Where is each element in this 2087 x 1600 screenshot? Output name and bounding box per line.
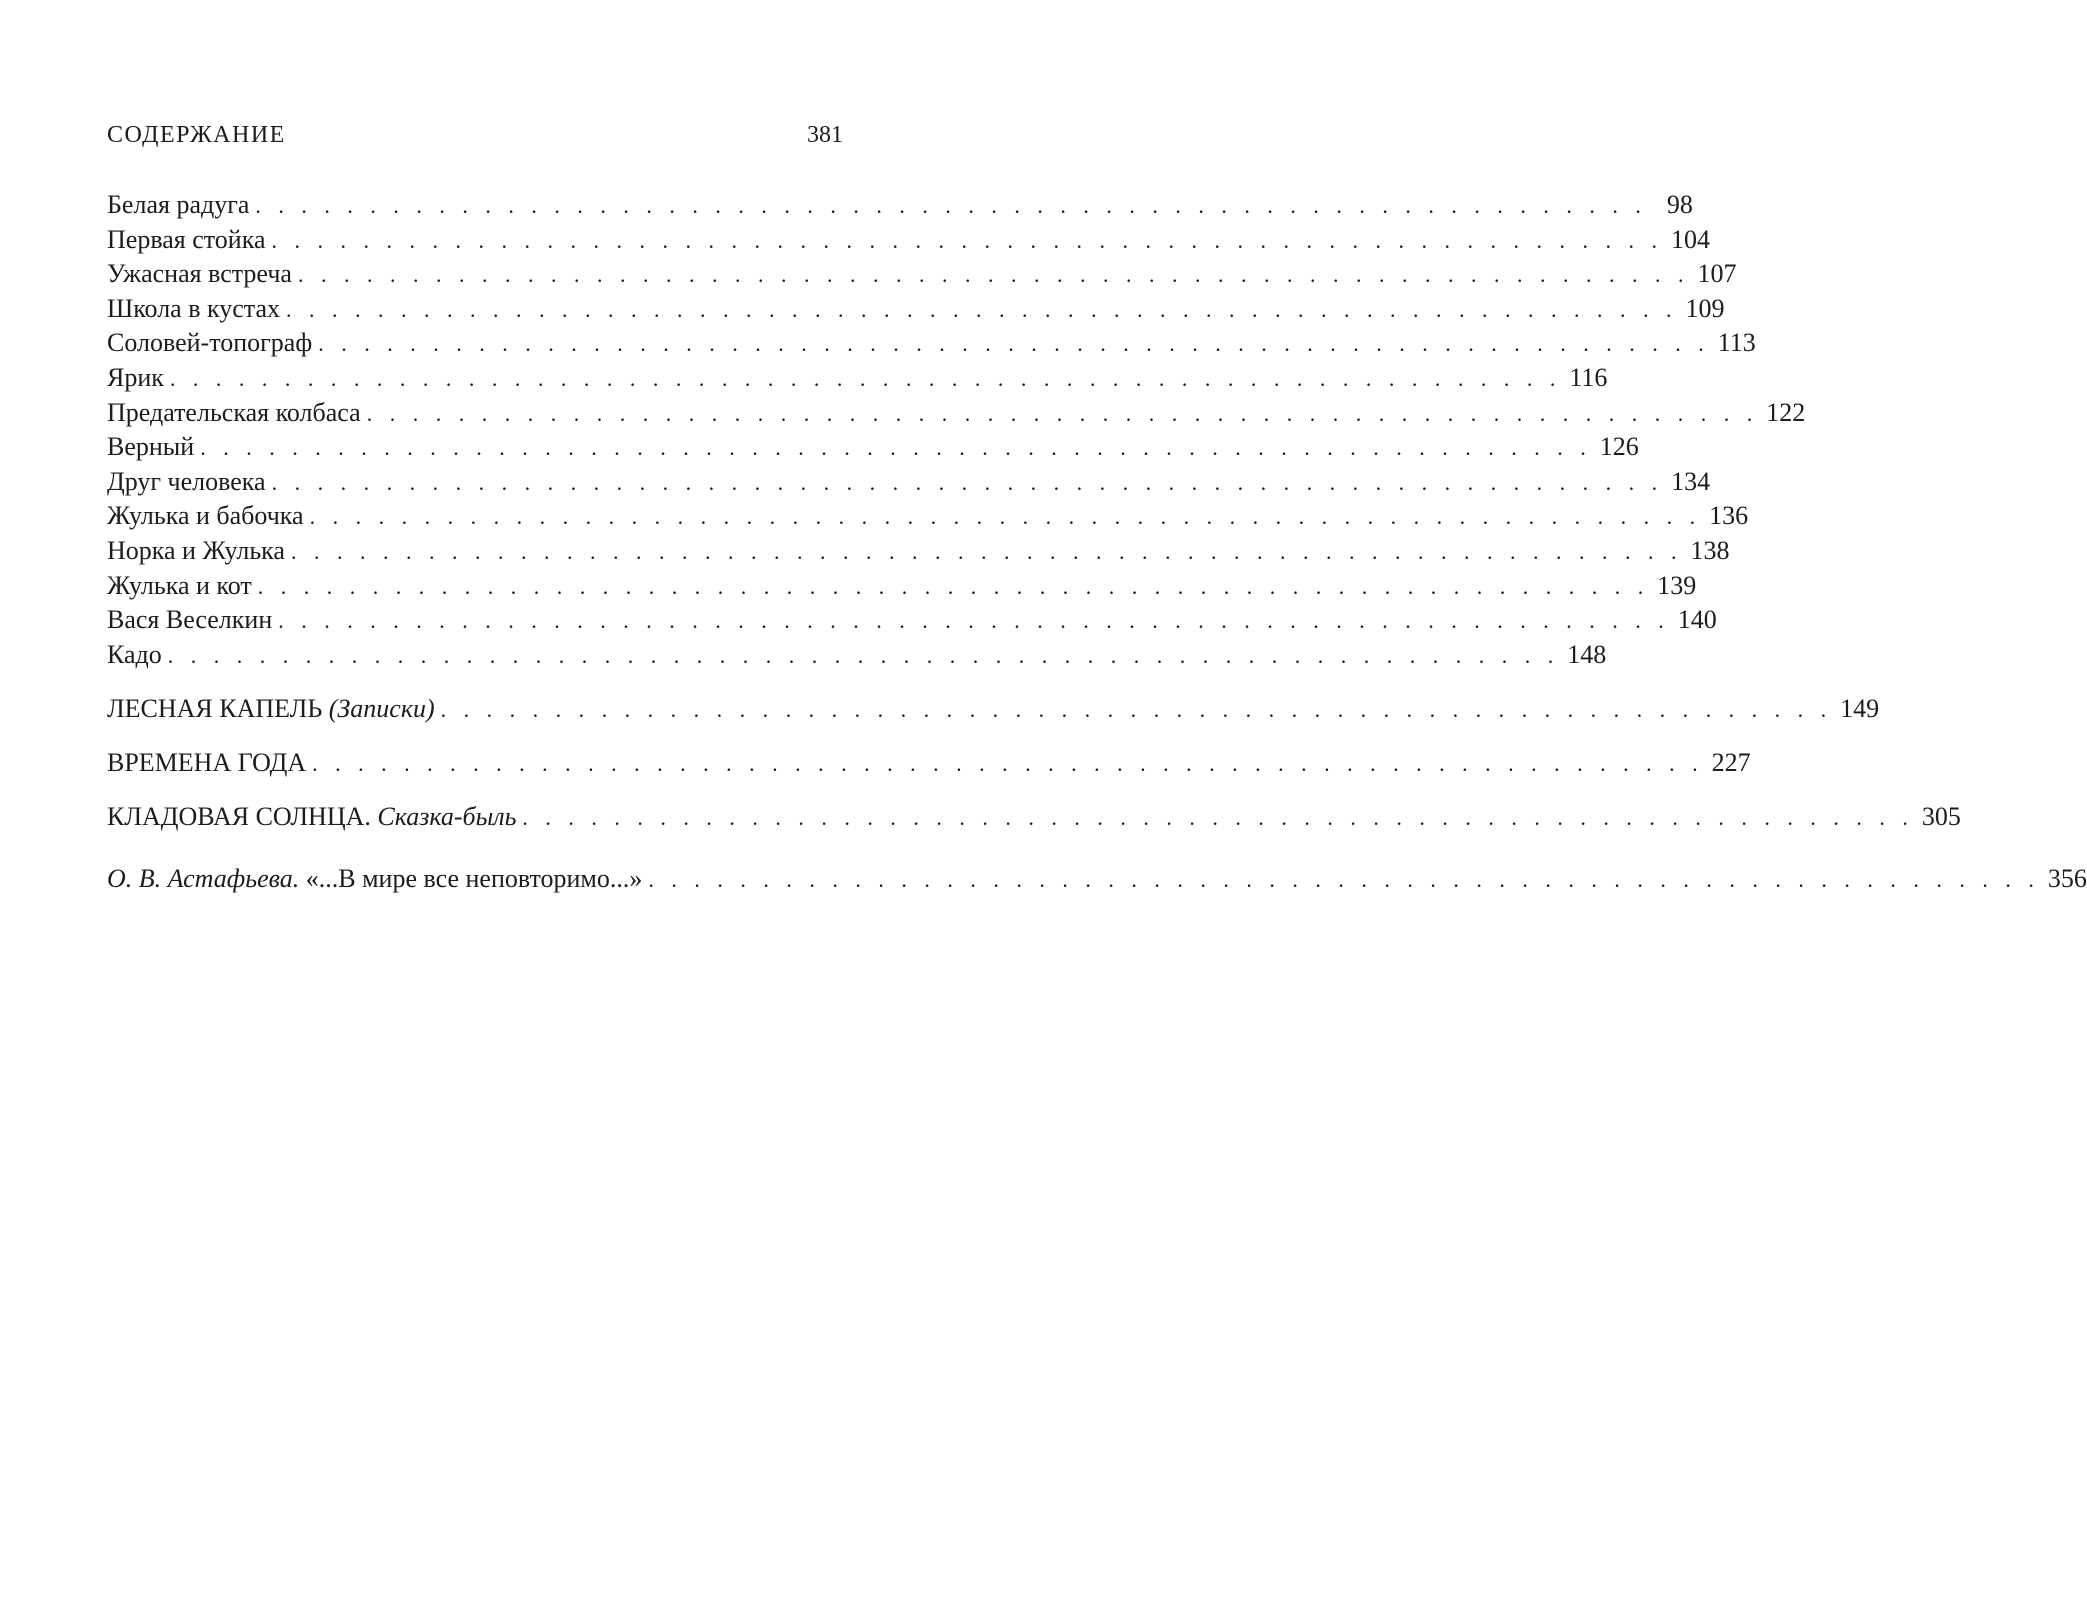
dot-leader: . . . . . . . . . . . . . . . . . . . . . . . . . . . . . . . . . . . . . . . . . . . . . . . . . . . . . . . . . . . . . [200, 435, 1592, 461]
toc-entry-title: Школа в кустах [107, 293, 281, 323]
toc-entry-title: Ужасная встреча [107, 259, 292, 289]
toc-entry-page: 136 [1709, 501, 1749, 531]
toc-entry-page: 113 [1717, 328, 1756, 358]
dot-leader: . . . . . . . . . . . . . . . . . . . . . . . . . . . . . . . . . . . . . . . . . . . . . . . . . . . . . . . . . . . . . [366, 400, 1759, 426]
toc-entry-page: 98 [1666, 190, 1693, 219]
toc-entry-page: 139 [1657, 570, 1697, 600]
dot-leader: . . . . . . . . . . . . . . . . . . . . . . . . . . . . . . . . . . . . . . . . . . . . . . . . . . . . . . . . . . . . . [167, 642, 1560, 668]
toc-entry [107, 292, 1725, 327]
toc-entry-page: 134 [1671, 466, 1711, 496]
toc-entry [107, 361, 1608, 396]
toc-entry-title: Верный [107, 432, 195, 462]
section-subtitle: (Записки) [328, 694, 435, 724]
toc-afterword-entry [107, 862, 2087, 897]
toc-entry [107, 326, 1756, 361]
toc-entry-title: Предательская колбаса [107, 397, 361, 427]
toc-entry-title: Белая радуга [107, 190, 250, 219]
running-head [107, 122, 843, 154]
toc-entry-title: Ярик [107, 362, 164, 392]
toc-section-title [107, 692, 435, 727]
dot-leader: . . . . . . . . . . . . . . . . . . . . . . . . . . . . . . . . . . . . . . . . . . . . . . . . . . . . . . . . . . . . . [318, 331, 1710, 357]
toc-entry-page: 109 [1685, 293, 1725, 323]
toc-entry-title: Вася Веселкин [107, 605, 273, 635]
toc-entry-title: Кадо [107, 639, 162, 669]
toc-entry-title: Жулька и кот [107, 570, 252, 600]
dot-leader: . . . . . . . . . . . . . . . . . . . . . . . . . . . . . . . . . . . . . . . . . . . . . . . . . . . . . . . . . . . . . [297, 262, 1690, 288]
toc-entry-title: Жулька и бабочка [107, 501, 304, 531]
dot-leader: . . . . . . . . . . . . . . . . . . . . . . . . . . . . . . . . . . . . . . . . . . . . . . . . . . . . . . . . . . . . . [286, 296, 1678, 322]
toc-section-page: 227 [1711, 747, 1751, 777]
toc-entry [107, 396, 1806, 431]
toc-entry [107, 188, 1693, 223]
dot-leader: . . . . . . . . . . . . . . . . . . . . . . . . . . . . . . . . . . . . . . . . . . . . . . . . . . . . . . . . . . . . . [309, 504, 1702, 530]
dot-leader: . . . . . . . . . . . . . . . . . . . . . . . . . . . . . . . . . . . . . . . . . . . . . . . . . . . . . . . . . . . . . [440, 697, 1833, 723]
toc-entry-title: Друг человека [107, 466, 266, 496]
table-of-contents [107, 188, 2087, 897]
toc-entry [107, 223, 1711, 258]
dot-leader: . . . . . . . . . . . . . . . . . . . . . . . . . . . . . . . . . . . . . . . . . . . . . . . . . . . . . . . . . . . . . [290, 538, 1683, 564]
toc-entry-page: 104 [1671, 224, 1711, 254]
toc-entry-page: 148 [1567, 639, 1607, 669]
toc-afterword-page: 356 [2047, 864, 2087, 894]
afterword-title: «...В мире все неповторимо...» [305, 864, 643, 894]
dot-leader: . . . . . . . . . . . . . . . . . . . . . . . . . . . . . . . . . . . . . . . . . . . . . . . . . . . . . . . . . . . . . [648, 867, 2040, 893]
dot-leader: . . . . . . . . . . . . . . . . . . . . . . . . . . . . . . . . . . . . . . . . . . . . . . . . . . . . . . . . . . . . . [271, 469, 1664, 495]
toc-entry [107, 603, 1717, 638]
running-head-page-number: 381 [807, 122, 843, 148]
dot-leader: . . . . . . . . . . . . . . . . . . . . . . . . . . . . . . . . . . . . . . . . . . . . . . . . . . . . . . . . . . . . . [312, 750, 1704, 776]
toc-afterword-title [107, 862, 642, 897]
toc-entry-title: Соловей-топограф [107, 328, 313, 358]
section-heading: КЛАДОВАЯ СОЛНЦА. [107, 801, 371, 831]
toc-entry [107, 569, 1697, 604]
toc-entry-page: 116 [1569, 362, 1608, 392]
toc-entry-page: 140 [1677, 605, 1717, 635]
toc-entry [107, 430, 1639, 465]
dot-leader: . . . . . . . . . . . . . . . . . . . . . . . . . . . . . . . . . . . . . . . . . . . . . . . . . . . . . . . . . . . . . [271, 227, 1664, 253]
dot-leader: . . . . . . . . . . . . . . . . . . . . . . . . . . . . . . . . . . . . . . . . . . . . . . . . . . . . . . . . . . . . . [522, 804, 1914, 830]
toc-section-page: 149 [1840, 694, 1880, 724]
toc-section-entry [107, 692, 1880, 727]
section-subtitle: Сказка-быль [377, 801, 517, 831]
running-head-title: СОДЕРЖАНИЕ [107, 122, 286, 148]
toc-section-title [107, 800, 516, 835]
toc-section-entry [107, 746, 1751, 781]
toc-entry [107, 499, 1749, 534]
dot-leader: . . . . . . . . . . . . . . . . . . . . . . . . . . . . . . . . . . . . . . . . . . . . . . . . . . . . . . . . . . . . . [255, 193, 1647, 218]
section-heading: ЛЕСНАЯ КАПЕЛЬ [107, 694, 323, 724]
toc-entry-page: 107 [1697, 259, 1737, 289]
afterword-author: О. В. Астафьева. [107, 864, 300, 894]
toc-entry-page: 122 [1766, 397, 1806, 427]
toc-entry-page: 138 [1690, 535, 1730, 565]
toc-section-page: 305 [1921, 801, 1961, 831]
toc-entry-page: 126 [1599, 432, 1639, 462]
dot-leader: . . . . . . . . . . . . . . . . . . . . . . . . . . . . . . . . . . . . . . . . . . . . . . . . . . . . . . . . . . . . . [169, 365, 1562, 391]
toc-section-title [107, 746, 306, 781]
toc-entry [107, 465, 1711, 500]
toc-entry [107, 638, 1607, 673]
section-heading: ВРЕМЕНА ГОДА [107, 747, 307, 777]
dot-leader: . . . . . . . . . . . . . . . . . . . . . . . . . . . . . . . . . . . . . . . . . . . . . . . . . . . . . . . . . . . . . [257, 573, 1650, 599]
toc-entry-title: Первая стойка [107, 224, 266, 254]
toc-entry [107, 534, 1730, 569]
toc-entry [107, 257, 1737, 292]
toc-entry-title: Норка и Жулька [107, 535, 285, 565]
dot-leader: . . . . . . . . . . . . . . . . . . . . . . . . . . . . . . . . . . . . . . . . . . . . . . . . . . . . . . . . . . . . . [278, 608, 1670, 634]
toc-section-entry [107, 800, 1961, 835]
